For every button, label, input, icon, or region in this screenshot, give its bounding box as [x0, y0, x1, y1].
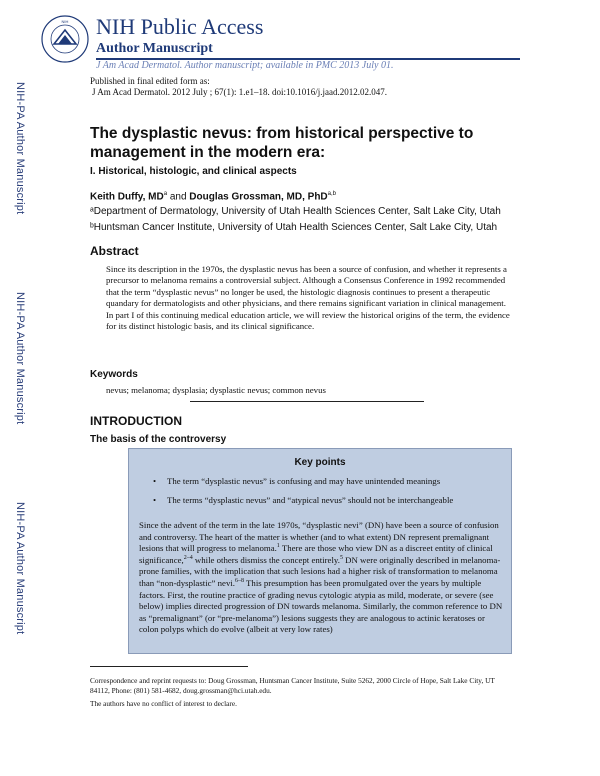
- footnote-divider: [90, 666, 248, 667]
- author-line: [90, 191, 336, 202]
- body-text: There are those who view DN as a discreet entity of clinical significance,: [139, 543, 493, 565]
- conflict-footnote: The authors have no conflict of interest to declare.: [90, 699, 237, 708]
- svg-text:NIH: NIH: [61, 19, 69, 24]
- sidebar-label-text: NIH-PA Author Manuscript: [14, 82, 26, 215]
- reference-marker[interactable]: 5: [339, 554, 343, 561]
- key-points-box: [128, 448, 512, 654]
- affiliation-b: ᵇHuntsman Cancer Institute, University of Utah Health Sciences Center, Salt Lake City, Utah: [90, 222, 498, 233]
- sidebar-label-bottom: [14, 502, 38, 712]
- nih-logo: [40, 14, 90, 64]
- correspondence-footnote: Correspondence and reprint requests to: Doug Grossman, Huntsman Cancer Institute, Suite 5262, 2000 Circle of Hope, Salt Lake City, UT 84112, Phone: (801) 581-4682, doug.grossman@hci.utah.edu.: [90, 676, 495, 695]
- abstract-heading: Abstract: [90, 244, 139, 258]
- author-1-affiliation: a: [163, 191, 168, 197]
- affiliation-a: ᵃDepartment of Dermatology, University of Utah Health Sciences Center, Salt Lake City, Utah: [90, 206, 501, 217]
- published-citation: J Am Acad Dermatol. 2012 July ; 67(1): 1.e1–18. doi:10.1016/j.jaad.2012.02.047.: [92, 87, 387, 97]
- keywords-heading: Keywords: [90, 369, 138, 380]
- sidebar-label-text: NIH-PA Author Manuscript: [14, 502, 26, 635]
- sidebar-label-text: NIH-PA Author Manuscript: [14, 292, 26, 425]
- key-point-item: • The term “dysplastic nevus” is confusing and may have unintended meanings: [167, 475, 487, 487]
- reference-marker[interactable]: 2–4: [183, 554, 193, 561]
- sidebar-label-top: [14, 82, 38, 292]
- reference-marker[interactable]: 1: [276, 543, 280, 550]
- sidebar-label-middle: [14, 292, 38, 502]
- body-text: Since the advent of the term in the late 1970s, “dysplastic nevi” (DN) have been a source of confusion and controversy. The heart of the matter is whether (and to what extent) DN represent premalignant lesions that will progress to melanoma.: [139, 520, 499, 554]
- key-points-heading: Key points: [294, 457, 346, 468]
- author-1: Keith Duffy, MD: [90, 191, 164, 203]
- body-text: This presumption has been promulgated over the years by multiple factors. First, the routine practice of grading nevus cytologic atypia as mild, moderate, or severe (see below) implies directed progression of DN towards melanoma. Similarly, the common reference to DN as “premalignant” (or “pre-melanoma”) lesions suggests they are analogous to actinic keratoses or colon polyps which do evolve (albeit at very low rates): [139, 577, 503, 635]
- body-paragraph: [139, 520, 505, 636]
- author-2: Douglas Grossman, MD, PhD: [189, 191, 328, 203]
- nih-public-access-title: NIH Public Access: [96, 14, 264, 39]
- keywords-text: nevus; melanoma; dysplasia; dysplastic nevus; common nevus: [106, 385, 326, 395]
- author-and: and: [167, 191, 190, 203]
- author-manuscript-label: Author Manuscript: [96, 41, 213, 56]
- abstract-text: Since its description in the 1970s, the dysplastic nevus has been a source of confusion, and whether it represents a precursor to melanoma remains a controversial subject. Although a Consensus Conference in 1992 recommended that the term “dysplastic nevus” no longer be used, the histologic diagnosis continues to present a therapeutic quandary for dermatologists and other physicians, and there remains significant variation in clinical management. In part I of this continuing medical education article, we will review the historical origins of the term, the evidence for its distinct histologic basis, and its clinical significance.: [106, 264, 510, 332]
- article-title: The dysplastic nevus: from historical perspective to management in the modern era:: [90, 125, 474, 161]
- body-text: DN were originally described in melanoma-prone families, with the implication that such lesions had a higher risk of transformation to melanoma than “non-dysplastic” nevi.: [139, 554, 501, 588]
- body-text: while others dismiss the concept entirely.: [192, 554, 340, 565]
- key-point-item: • The terms “dysplastic nevus” and “atypical nevus” should not be interchangeable: [167, 494, 487, 506]
- published-label: Published in final edited form as:: [90, 76, 210, 86]
- keywords-divider: [190, 401, 424, 402]
- introduction-heading: INTRODUCTION: [90, 414, 182, 428]
- header-citation: J Am Acad Dermatol. Author manuscript; available in PMC 2013 July 01.: [96, 60, 394, 71]
- article-subtitle: I. Historical, histologic, and clinical aspects: [90, 166, 297, 177]
- reference-marker[interactable]: 6–8: [235, 578, 245, 585]
- section-subheading: The basis of the controversy: [90, 434, 227, 445]
- author-2-affiliation: a,b: [327, 191, 336, 197]
